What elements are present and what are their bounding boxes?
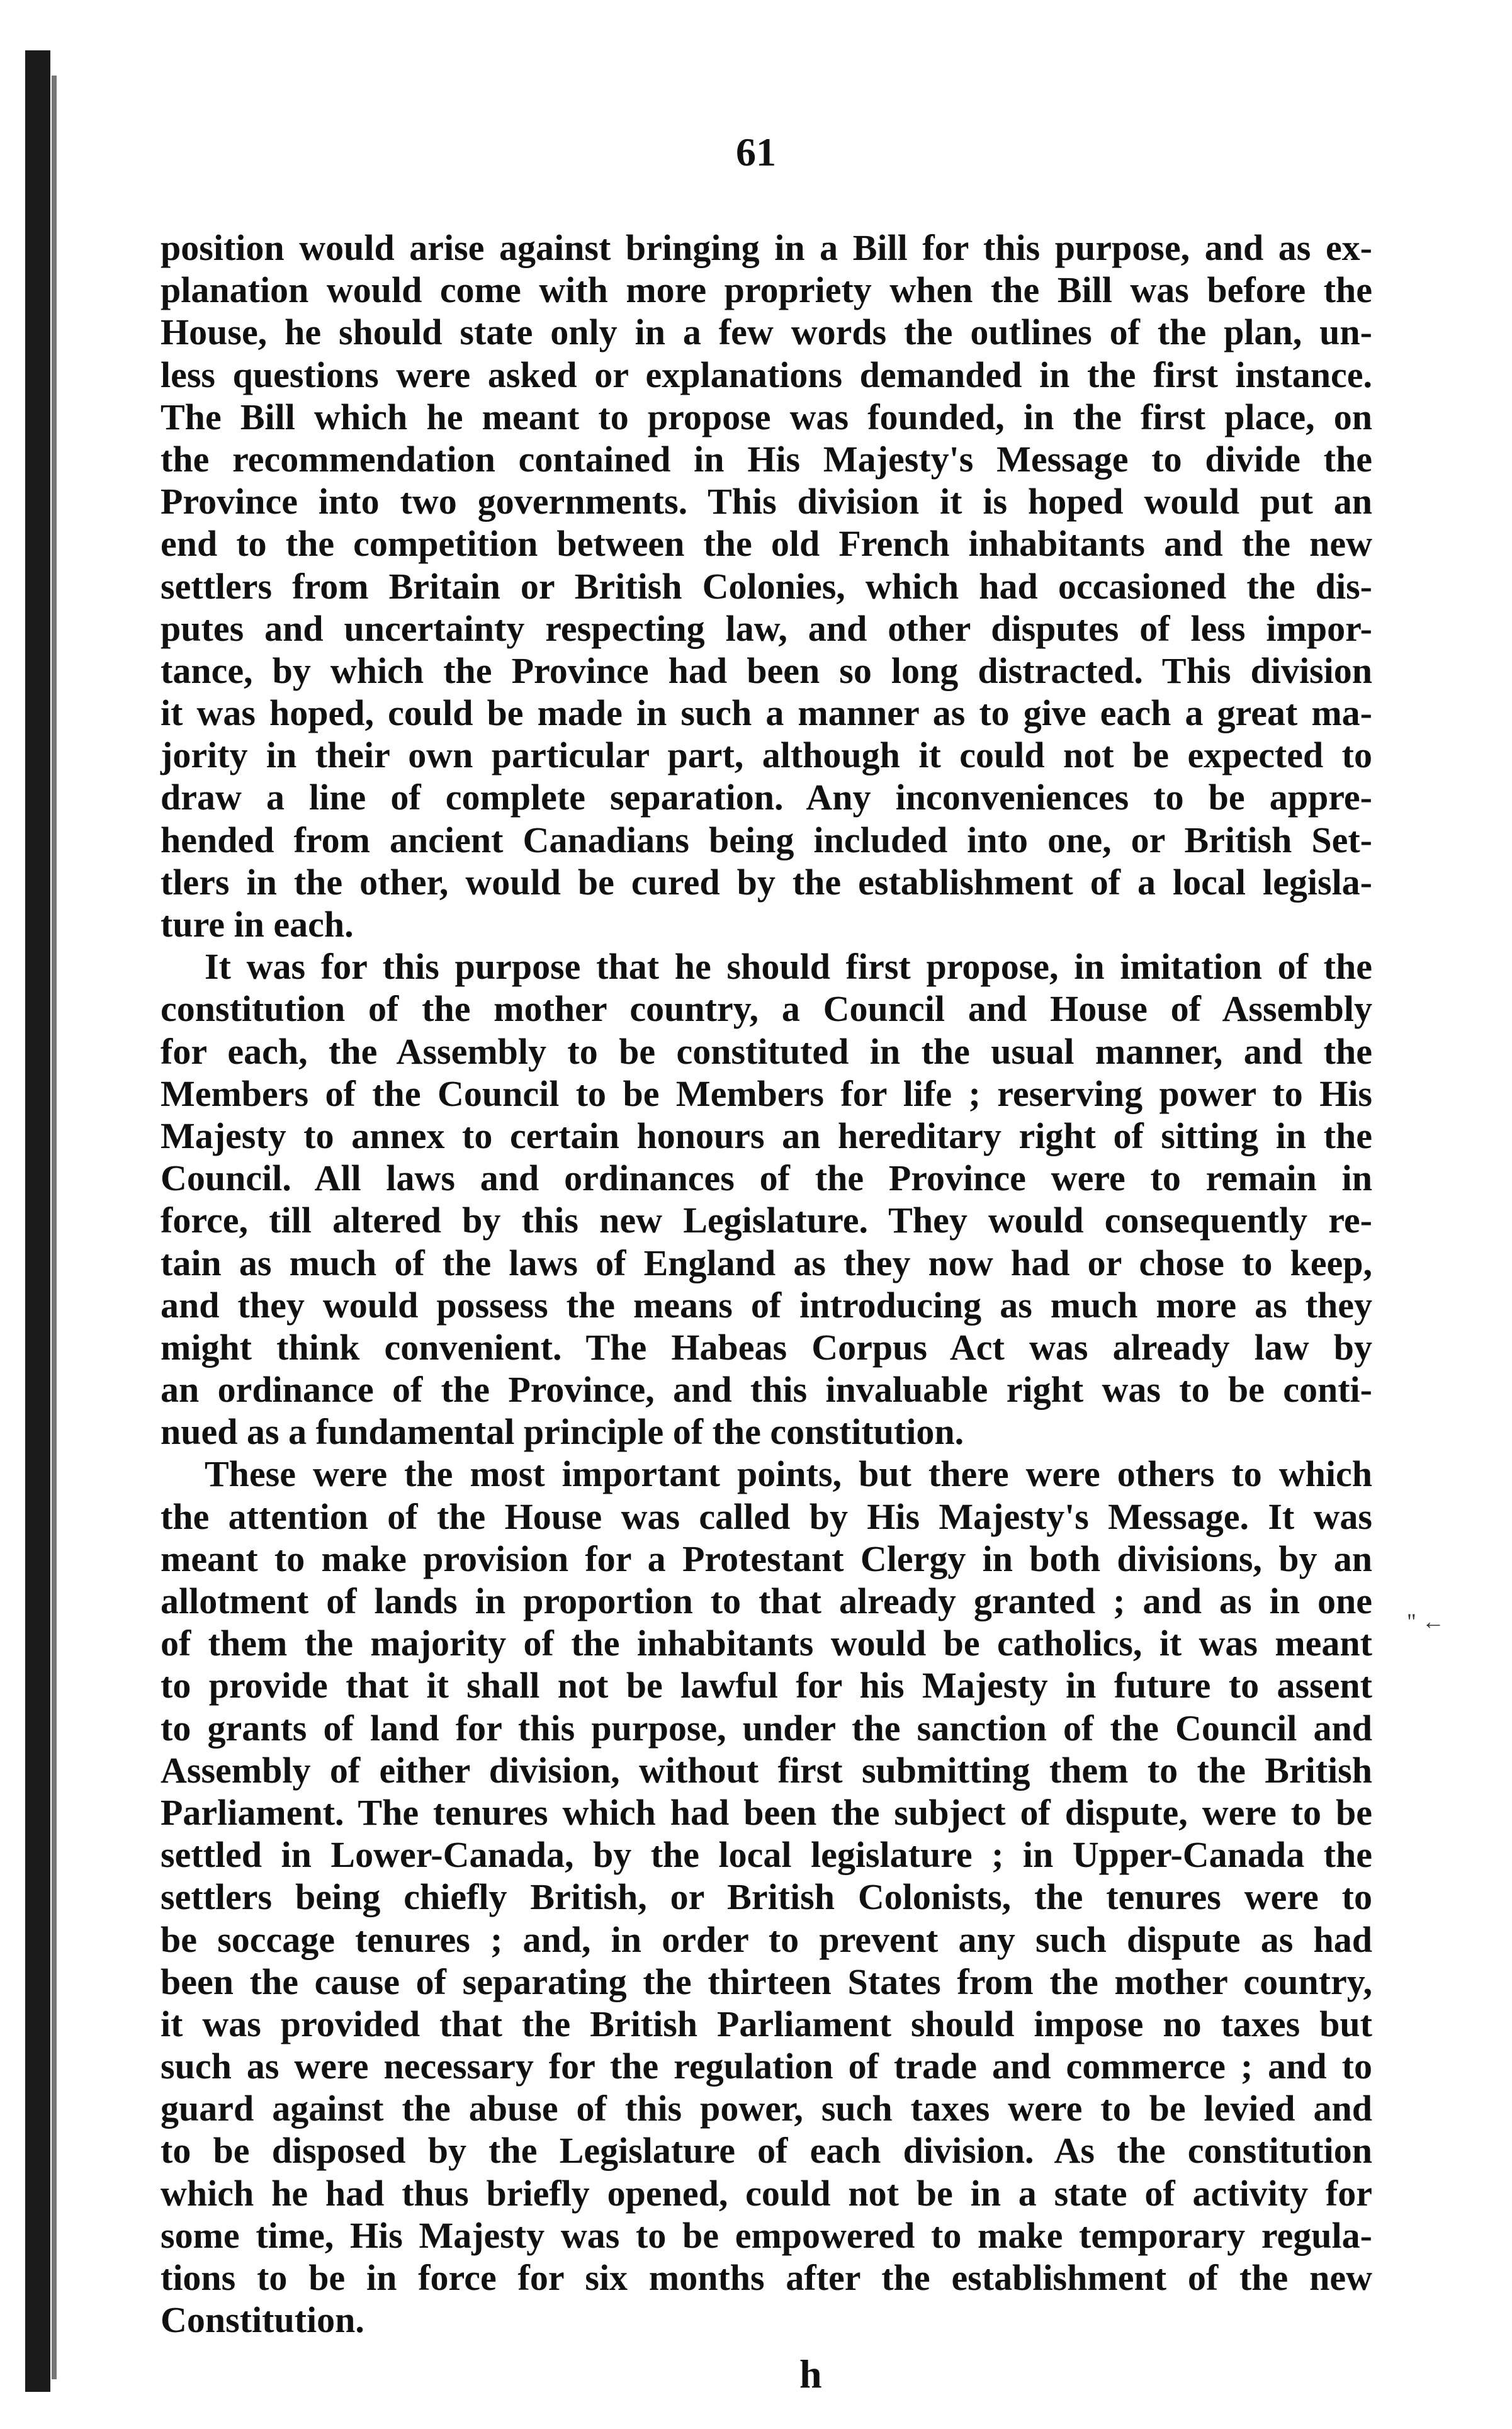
text-line: Assembly of either division, without first submitting them to the British [161, 1749, 1372, 1791]
text-line: planation would come with more propriety when the Bill was before the [161, 269, 1372, 311]
text-line: the recommendation contained in His Majesty's Message to divide the [161, 438, 1372, 480]
text-line: some time, His Majesty was to be empowered to make temporary regula- [161, 2214, 1372, 2256]
text-line: be soccage tenures ; and, in order to prevent any such dispute as had [161, 1919, 1372, 1960]
text-line: might think convenient. The Habeas Corpus Act was already law by [161, 1326, 1372, 1368]
text-line: Majesty to annex to certain honours an hereditary right of sitting in the [161, 1115, 1372, 1156]
body-text [161, 227, 1372, 2341]
text-line: end to the competition between the old French inhabitants and the new [161, 523, 1372, 565]
text-line: it was provided that the British Parliament should impose no taxes but [161, 2003, 1372, 2044]
text-line: allotment of lands in proportion to that already granted ; and as in one [161, 1581, 1372, 1621]
text-line: less questions were asked or explanations demanded in the first instance. [161, 354, 1372, 395]
text-line: constitution of the mother country, a Council and House of Assembly [161, 988, 1372, 1030]
text-line: force, till altered by this new Legislature. They would consequently re- [161, 1200, 1372, 1241]
text-line: the attention of the House was called by His Majesty's Message. It was [161, 1496, 1372, 1537]
text-line: Province into two governments. This division it is hoped would put an [161, 481, 1372, 522]
scan-binding-edge [25, 50, 50, 2392]
text-line: tain as much of the laws of England as they now had or chose to keep, [161, 1242, 1372, 1283]
text-line: which he had thus briefly opened, could not be in a state of activity for [161, 2172, 1372, 2214]
margin-mark: " ← [1407, 1609, 1445, 1634]
text-line: tions to be in force for six months after the establishment of the new [161, 2257, 1372, 2298]
text-line: such as were necessary for the regulation of trade and commerce ; and to [161, 2046, 1372, 2087]
text-line: to be disposed by the Legislature of each division. As the constitution [161, 2130, 1372, 2172]
text-line: settled in Lower-Canada, by the local legislature ; in Upper-Canada the [161, 1834, 1372, 1876]
text-line: an ordinance of the Province, and this invaluable right was to be conti- [161, 1369, 1372, 1411]
text-line: to grants of land for this purpose, under the sanction of the Council and [161, 1707, 1372, 1749]
text-line: position would arise against bringing in a Bill for this purpose, and as ex- [161, 227, 1372, 268]
text-line: draw a line of complete separation. Any inconveniences to be appre- [161, 777, 1372, 818]
text-line: and they would possess the means of introducing as much more as they [161, 1284, 1372, 1326]
text-line: putes and uncertainty respecting law, and other disputes of less impor- [161, 607, 1372, 649]
text-line: been the cause of separating the thirteen States from the mother country, [161, 1961, 1372, 2002]
text-line: for each, the Assembly to be constituted in the usual manner, and the [161, 1030, 1372, 1072]
text-line: settlers from Britain or British Colonies, which had occasioned the dis- [161, 565, 1372, 607]
text-line: nued as a fundamental principle of the constitution. [161, 1411, 964, 1453]
signature-mark: h [799, 2352, 822, 2396]
text-line: settlers being chiefly British, or British Colonists, the tenures were to [161, 1876, 1372, 1918]
text-line: jority in their own particular part, although it could not be expected to [161, 735, 1372, 776]
paragraph-start-line: It was for this purpose that he should first propose, in imitation of the [205, 946, 1372, 988]
page-number: 61 [736, 130, 776, 174]
paragraph-start-line: These were the most important points, but there were others to which [205, 1453, 1372, 1495]
text-line: ture in each. [161, 904, 354, 945]
text-line: guard against the abuse of this power, such taxes were to be levied and [161, 2088, 1372, 2129]
text-line: hended from ancient Canadians being included into one, or British Set- [161, 819, 1372, 860]
text-line: it was hoped, could be made in such a manner as to give each a great ma- [161, 692, 1372, 734]
text-line: Council. All laws and ordinances of the Province were to remain in [161, 1158, 1372, 1199]
text-line: meant to make provision for a Protestant Clergy in both divisions, by an [161, 1538, 1372, 1579]
text-line: tlers in the other, would be cured by the establishment of a local legisla- [161, 861, 1372, 903]
text-line: Members of the Council to be Members for life ; reserving power to His [161, 1073, 1372, 1114]
text-line: Parliament. The tenures which had been the subject of dispute, were to be [161, 1791, 1372, 1833]
text-line: to provide that it shall not be lawful for his Majesty in future to assent [161, 1665, 1372, 1706]
text-line: House, he should state only in a few words the outlines of the plan, un- [161, 312, 1372, 353]
text-line: tance, by which the Province had been so long distracted. This division [161, 650, 1372, 691]
text-line: Constitution. [161, 2299, 364, 2341]
text-line: The Bill which he meant to propose was founded, in the first place, on [161, 396, 1372, 437]
text-line: of them the majority of the inhabitants would be catholics, it was meant [161, 1623, 1372, 1664]
scan-binding-shadow [52, 76, 57, 2379]
